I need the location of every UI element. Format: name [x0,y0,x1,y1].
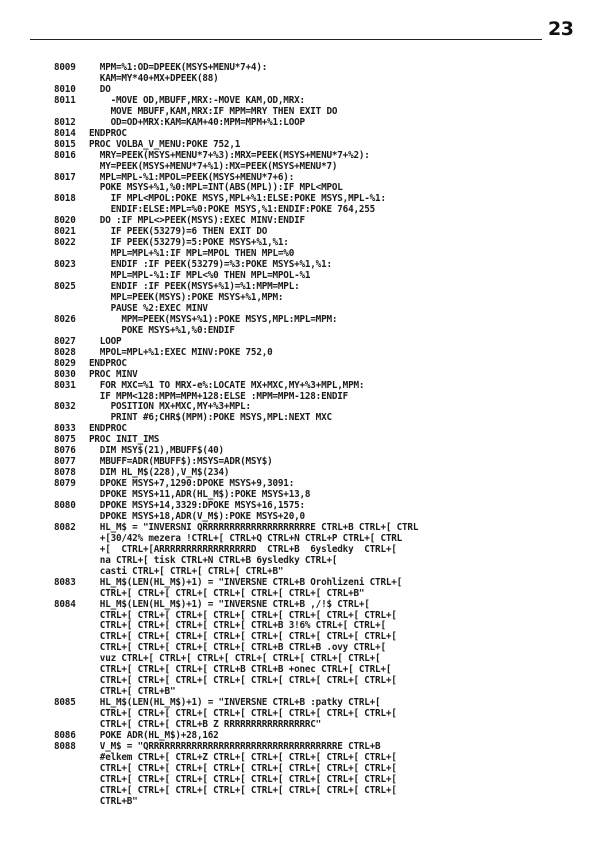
code-line [0,600,600,611]
code-text: CTRL+[ CTRL+[ CTRL+[ CTRL+[ CTRL+B 3!6% CTRL+[ CTRL+[ [89,620,386,632]
code-line [0,304,600,315]
line-number: 8011 [54,94,76,106]
code-text: PROC VOLBA_V_MENU:POKE 752,1 [89,138,241,150]
code-line [0,643,600,654]
code-line [0,797,600,808]
line-number: 8079 [54,478,76,490]
code-text: CTRL+[ CTRL+[ CTRL+[ CTRL+[ CTRL+[ CTRL+[ CTRL+[ CTRL+[ [89,675,397,687]
line-number: 8025 [54,281,76,292]
code-line [0,227,600,238]
line-number: 8026 [54,313,76,325]
code-text: CTRL+B" [89,795,138,807]
line-number: 8016 [54,149,76,161]
code-text: KAM=MY*40+MX+DPEEK(88) [89,72,219,84]
code-line [0,512,600,523]
code-line [0,567,600,578]
code-text: IF MPM<128:MPM=MPM+128:ELSE :MPM=MPM-128:ENDIF [89,390,349,402]
code-line [0,85,600,96]
code-line [0,742,600,753]
line-number: 8010 [54,83,76,95]
code-text: PAUSE %2:EXEC MINV [89,302,208,314]
line-number: 8022 [54,237,76,249]
line-number: 8077 [54,456,76,468]
code-text: PROC INIT_IMS [89,434,160,446]
code-line [0,194,600,205]
code-line [0,402,600,413]
code-text: MPOL=MPL+%1:EXEC MINV:POKE 752,0 [89,346,273,358]
line-number: 8028 [54,346,76,358]
code-line [0,632,600,643]
line-number: 8029 [54,357,76,369]
header-rule [30,39,542,40]
line-number: 8017 [54,171,76,183]
code-text: CTRL+[ CTRL+[ CTRL+[ CTRL+[ CTRL+[ CTRL+[ CTRL+[ CTRL+[ [89,708,397,720]
code-line [0,107,600,118]
line-number: 8012 [54,116,76,128]
code-text: CTRL+[ CTRL+[ CTRL+[ CTRL+B CTRL+B +onec CTRL+[ CTRL+[ [89,664,392,676]
line-number: 8014 [54,127,76,139]
code-line [0,238,600,249]
code-text: POSITION MX+MXC,MY+%3+MPL: [89,401,251,413]
code-line [0,315,600,326]
code-line [0,764,600,775]
code-text: ENDPROC [89,357,127,369]
code-line [0,709,600,720]
code-text: ENDIF :IF PEEK(MSYS+%1)=%1:MPM=MPL: [89,281,300,292]
code-line [0,457,600,468]
line-number: 8088 [54,740,76,752]
code-text: -MOVE OD,MBUFF,MRX:-MOVE KAM,OD,MRX: [89,94,305,106]
code-text: HL_M$(LEN(HL_M$)+1) = "INVERSNE CTRL+B ,/!$ CTRL+[ [89,598,370,610]
code-line [0,611,600,622]
code-text: IF PEEK(53279)=5:POKE MSYS+%1,%1: [89,237,289,249]
code-line [0,654,600,665]
code-line [0,118,600,129]
line-number: 8031 [54,379,76,391]
code-text: CTRL+[ CTRL+B" [89,686,176,698]
code-line [0,490,600,501]
code-text: MY=PEEK(MSYS+MENU*7+%1):MX=PEEK(MSYS+MENU*7) [89,160,338,172]
code-line [0,392,600,403]
code-line [0,140,600,151]
code-line [0,731,600,742]
code-line [0,162,600,173]
code-text: PRINT #6;CHR$(MPM):POKE MSYS,MPL:NEXT MXC [89,412,332,424]
line-number: 8084 [54,598,76,610]
code-text: CTRL+[ CTRL+[ CTRL+[ CTRL+[ CTRL+B CTRL+B .ovy CTRL+[ [89,642,386,654]
code-text: +[ CTRL+[ARRRRRRRRRRRRRRRRRD CTRL+B 6ysledky CTRL+[ [89,543,397,555]
code-line [0,337,600,348]
code-line [0,413,600,424]
code-text: MPM=%1:OD=DPEEK(MSYS+MENU*7+4): [89,62,268,73]
code-line [0,249,600,260]
code-text: MOVE MBUFF,KAM,MRX:IF MPM=MRY THEN EXIT DO [89,105,338,117]
code-text: HL_M$ = "INVERSNI QRRRRRRRRRRRRRRRRRRRRE CTRL+B CTRL+[ CTRL [89,521,419,533]
code-line [0,74,600,85]
code-text: LOOP [89,335,122,347]
code-line [0,687,600,698]
code-line [0,468,600,479]
code-line [0,293,600,304]
code-text: MPL=MPL-%1:IF MPL<%0 THEN MPL=MPOL-%1 [89,270,311,282]
page-number: 23 [548,18,574,40]
code-text: vuz CTRL+[ CTRL+[ CTRL+[ CTRL+[ CTRL+[ CTRL+[ CTRL+[ [89,653,381,665]
code-line [0,446,600,457]
code-text: CTRL+[ CTRL+[ CTRL+[ CTRL+[ CTRL+[ CTRL+[ CTRL+[ CTRL+[ [89,609,397,621]
line-number: 8075 [54,434,76,446]
code-line [0,479,600,490]
code-line [0,173,600,184]
line-number: 8082 [54,521,76,533]
code-text: MPL=MPL-%1:MPOL=PEEK(MSYS+MENU*7+6): [89,171,295,183]
code-text: DPOKE MSYS+14,3329:DPOKE MSYS+16,1575: [89,500,305,511]
code-line [0,786,600,797]
line-number: 8023 [54,259,76,271]
code-line [0,534,600,545]
code-text: +[30/42% mezera !CTRL+[ CTRL+Q CTRL+N CTRL+P CTRL+[ CTRL [89,532,403,544]
code-text: IF MPL<MPOL:POKE MSYS,MPL+%1:ELSE:POKE MSYS,MPL-%1: [89,193,386,205]
code-text: MPM=PEEK(MSYS+%1):POKE MSYS,MPL:MPL=MPM: [89,313,338,325]
code-line [0,326,600,337]
code-text: POKE ADR(HL_M$)+28,162 [89,729,219,741]
line-number: 8085 [54,697,76,709]
code-text: DPOKE MSYS+18,ADR(V_M$):POKE MSYS+20,0 [89,510,305,522]
code-text: CTRL+[ CTRL+[ CTRL+[ CTRL+[ CTRL+[ CTRL+[ CTRL+[ CTRL+[ [89,762,397,774]
code-line [0,282,600,293]
code-line [0,435,600,446]
code-text: POKE MSYS+%1,%0:ENDIF [89,324,235,336]
code-line [0,424,600,435]
code-line [0,665,600,676]
line-number: 8018 [54,193,76,205]
code-text: V_M$ = "QRRRRRRRRRRRRRRRRRRRRRRRRRRRRRRRRRRRE CTRL+B [89,740,381,752]
code-text: MPL=PEEK(MSYS):POKE MSYS+%1,MPM: [89,291,284,303]
code-line [0,589,600,600]
code-text: OD=OD+MRX:KAM=KAM+40:MPM=MPM+%1:LOOP [89,116,305,128]
code-text: DIM HL_M$(228),V_M$(234) [89,467,230,479]
code-text: ENDPROC [89,423,127,435]
code-line [0,348,600,359]
code-line [0,621,600,632]
code-line [0,676,600,687]
code-text: MBUFF=ADR(MBUFF$):MSYS=ADR(MSY$) [89,456,273,468]
code-line [0,260,600,271]
code-line [0,698,600,709]
code-line [0,545,600,556]
code-line [0,556,600,567]
line-number: 8076 [54,445,76,457]
code-text: na CTRL+[ tisk CTRL+N CTRL+B 6ysledky CTRL+[ [89,554,338,566]
code-line [0,381,600,392]
code-line [0,151,600,162]
code-text: CTRL+[ CTRL+[ CTRL+B Z RRRRRRRRRRRRRRRRC" [89,719,322,730]
code-text: IF PEEK(53279)=6 THEN EXIT DO [89,226,268,238]
code-text: #elkem CTRL+[ CTRL+Z CTRL+[ CTRL+[ CTRL+[ CTRL+[ CTRL+[ [89,751,397,763]
code-text: DPOKE MSYS+7,1290:DPOKE MSYS+9,3091: [89,478,295,490]
code-line [0,501,600,512]
code-line [0,96,600,107]
code-line [0,720,600,731]
code-text: DIM MSY$(21),MBUFF$(40) [89,445,224,457]
code-line [0,370,600,381]
line-number: 8078 [54,467,76,479]
code-text: HL_M$(LEN(HL_M$)+1) = "INVERSNE CTRL+B Orohlizeni CTRL+[ [89,576,403,588]
line-number: 8015 [54,138,76,150]
code-line [0,129,600,140]
code-line [0,578,600,589]
code-line [0,753,600,764]
line-number: 8021 [54,226,76,238]
code-line [0,523,600,534]
code-text: CTRL+[ CTRL+[ CTRL+[ CTRL+[ CTRL+[ CTRL+[ CTRL+[ CTRL+[ [89,773,397,785]
code-text: ENDIF :IF PEEK(53279)=%3:POKE MSYS+%1,%1: [89,259,332,271]
code-text: CTRL+[ CTRL+[ CTRL+[ CTRL+[ CTRL+[ CTRL+[ CTRL+B" [89,587,365,599]
code-text: HL_M$(LEN(HL_M$)+1) = "INVERSNE CTRL+B :patky CTRL+[ [89,697,381,709]
line-number: 8086 [54,729,76,741]
code-line [0,359,600,370]
code-text: CTRL+[ CTRL+[ CTRL+[ CTRL+[ CTRL+[ CTRL+[ CTRL+[ CTRL+[ [89,784,397,796]
code-text: MRY=PEEK(MSYS+MENU*7+%3):MRX=PEEK(MSYS+MENU*7+%2): [89,149,370,161]
line-number: 8030 [54,368,76,380]
line-number: 8009 [54,62,76,73]
code-text: PROC MINV [89,368,138,380]
line-number: 8080 [54,500,76,511]
line-number: 8020 [54,215,76,227]
line-number: 8083 [54,576,76,588]
line-number: 8027 [54,335,76,347]
code-text: casti CTRL+[ CTRL+[ CTRL+[ CTRL+B" [89,565,284,577]
code-text: ENDIF:ELSE:MPL=%0:POKE MSYS,%1:ENDIF:POKE 764,255 [89,204,376,216]
code-text: CTRL+[ CTRL+[ CTRL+[ CTRL+[ CTRL+[ CTRL+[ CTRL+[ CTRL+[ [89,631,397,643]
code-text: DO [89,83,111,95]
code-text: MPL=MPL+%1:IF MPL=MPOL THEN MPL=%0 [89,248,295,260]
code-text: POKE MSYS+%1,%0:MPL=INT(ABS(MPL)):IF MPL<MPOL [89,182,343,194]
code-text: DO :IF MPL<>PEEK(MSYS):EXEC MINV:ENDIF [89,215,305,227]
line-number: 8032 [54,401,76,413]
code-line [0,775,600,786]
code-line [0,205,600,216]
code-text: DPOKE MSYS+11,ADR(HL_M$):POKE MSYS+13,8 [89,489,311,501]
page-header [0,0,600,60]
code-line [0,216,600,227]
code-line [0,63,600,74]
code-line [0,271,600,282]
line-number: 8033 [54,423,76,435]
code-text: ENDPROC [89,127,127,139]
code-text: FOR MXC=%1 TO MRX-e%:LOCATE MX+MXC,MY+%3+MPL,MPM: [89,379,365,391]
code-line [0,183,600,194]
